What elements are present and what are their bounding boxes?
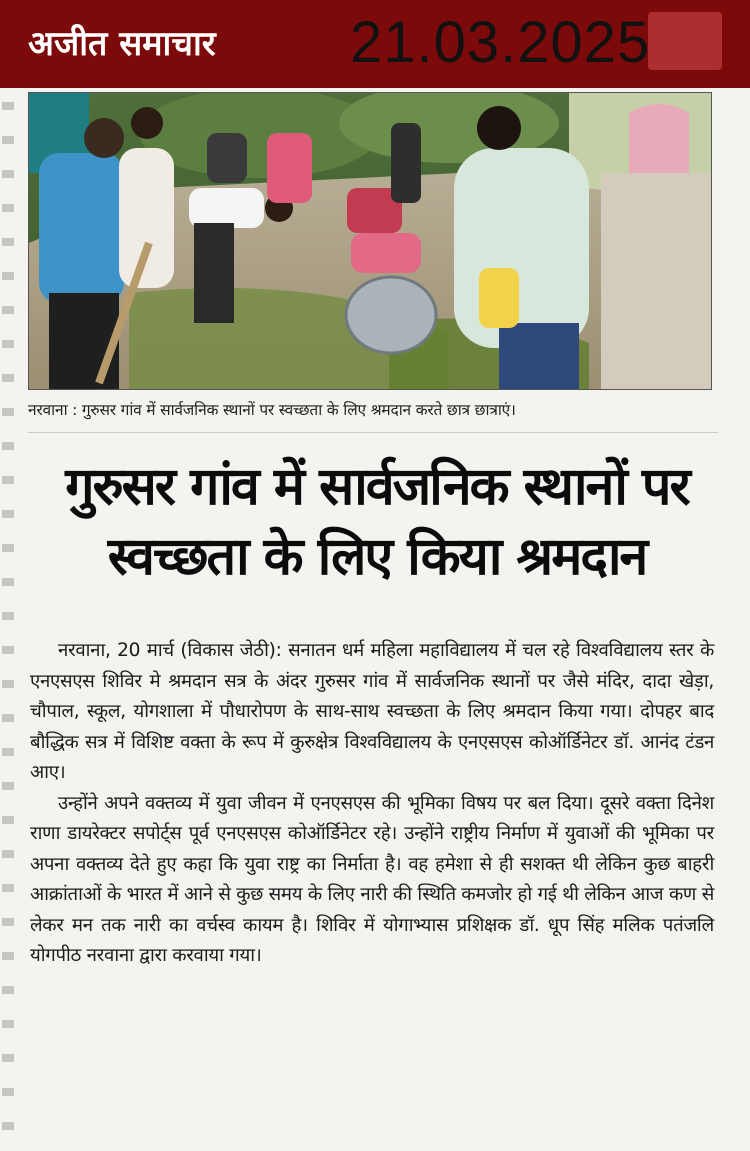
headline-line-1: गुरुसर गांव में सार्वजनिक स्थानों पर — [65, 457, 689, 517]
left-column-edge — [2, 88, 14, 1151]
publication-date: 21.03.2025 — [350, 10, 651, 75]
article-paragraph-2: उन्होंने अपने वक्तव्य में युवा जीवन में एनएसएस की भूमिका विषय पर बल दिया। दूसरे वक्ता दिनेश राणा डायरेक्टर सपोर्ट्स पूर्व एनएसएस कोऑर्डिनेटर रहे। उन्होंने राष्ट्रीय निर्माण में युवाओं की भूमिका पर अपना वक्तव्य देते हुए कहा कि युवा राष्ट्र का निर्माता है। वह हमेशा से ही सशक्त थी लेकिन कुछ बाहरी आक्रांताओं के भारत में आने से कुछ समय के लिए नारी की स्थिति कमजोर हो गई थी लेकिन आज कण से लेकर मन तक नारी का वर्चस्व कायम है। शिविर में योगाभ्यास प्रशिक्षक डॉ. धूप सिंह मलिक पतंजलि योगपीठ नरवाना द्वारा करवाया गया। — [30, 792, 714, 966]
newspaper-name: अजीत समाचार — [28, 24, 216, 64]
article-body — [30, 636, 714, 972]
headline — [24, 452, 730, 592]
masthead — [0, 0, 750, 88]
photo-caption: नरवाना : गुरुसर गांव में सार्वजनिक स्थानों पर स्वच्छता के लिए श्रमदान करते छात्र छात्राएं। — [28, 401, 516, 419]
news-photo — [28, 92, 712, 390]
headline-line-2: स्वच्छता के लिए किया श्रमदान — [107, 527, 647, 587]
article-paragraph-1: नरवाना, 20 मार्च (विकास जेठी): सनातन धर्म महिला महाविद्यालय में चल रहे विश्वविद्यालय स्तर के एनएसएस शिविर मे श्रमदान सत्र के अंदर गुरुसर गांव में सार्वजनिक स्थानों पर जैसे मंदिर, दादा खेड़ा, चौपाल, स्कूल, योगशाला में पौधारोपण के साथ-साथ स्वच्छता के लिए श्रमदान किया गया। दोपहर बाद बौद्धिक सत्र में विशिष्ट वक्ता के रूप में कुरुक्षेत्र विश्वविद्यालय के एनएसएस कोऑर्डिनेटर डॉ. आनंद टंडन आए। — [30, 640, 714, 783]
date-highlight-sticker — [648, 12, 722, 70]
divider — [28, 432, 718, 433]
